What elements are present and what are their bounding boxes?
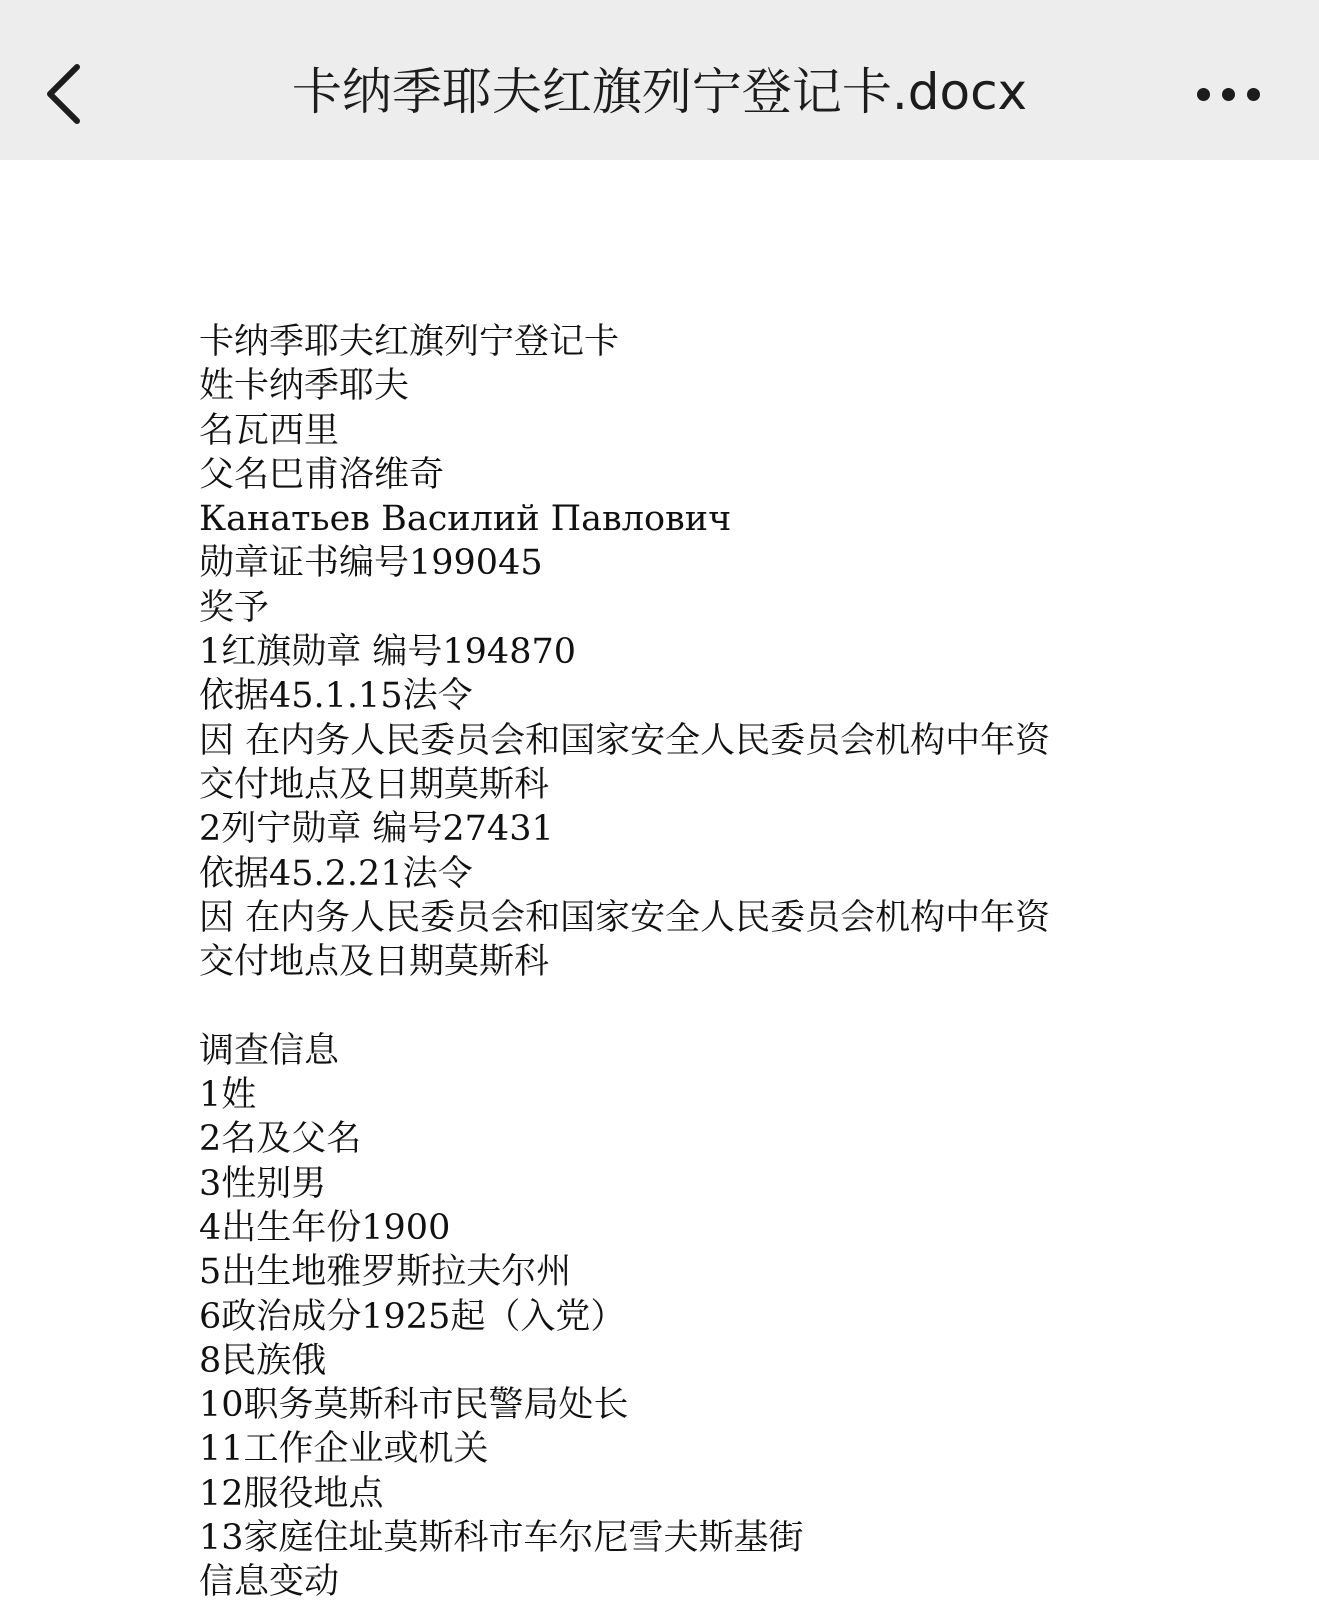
document-line: 13家庭住址莫斯科市车尔尼雪夫斯基街: [199, 1518, 804, 1559]
blank-line: [199, 984, 1199, 1028]
document-line: 勋章证书编号199045: [199, 543, 543, 584]
document-line: 卡纳季耶夫红旗列宁登记卡: [199, 322, 620, 362]
document-line: 调查信息: [199, 1030, 340, 1071]
more-options-button[interactable]: [1195, 70, 1275, 120]
document-line: 12服役地点: [199, 1473, 384, 1514]
more-horizontal-icon: [1222, 88, 1235, 101]
document-line: 2名及父名: [199, 1119, 362, 1160]
document-line: 名瓦西里: [199, 410, 340, 451]
document-line: 奖予: [199, 587, 270, 628]
document-line: 因 在内务人民委员会和国家安全人民委员会机构中年资: [199, 897, 1051, 938]
document-line: 信息变动: [199, 1562, 340, 1603]
document-viewer[interactable]: [0, 160, 1319, 1608]
document-line: 2列宁勋章 编号27431: [199, 809, 554, 850]
document-line: 1姓: [199, 1075, 257, 1116]
document-line: 5出生地雅罗斯拉夫尔州: [199, 1252, 572, 1293]
document-line: 依据45.1.15法令: [199, 676, 473, 717]
back-button[interactable]: [30, 50, 100, 140]
document-line: 3性别男: [199, 1163, 327, 1204]
document-line: 姓卡纳季耶夫: [199, 366, 410, 407]
document-title: 卡纳季耶夫红旗列宁登记卡.docx: [291, 63, 1028, 121]
document-line: 8民族俄: [199, 1340, 327, 1381]
document-line: 因 在内务人民委员会和国家安全人民委员会机构中年资: [199, 720, 1051, 761]
document-line: 父名巴甫洛维奇: [199, 454, 445, 495]
more-horizontal-icon: [1247, 88, 1260, 101]
document-line: 4出生年份1900: [199, 1207, 451, 1248]
document-line: Канатьев Василий Павлович: [199, 499, 732, 540]
document-line: 1红旗勋章 编号194870: [199, 632, 577, 673]
top-navigation-bar: [0, 0, 1319, 160]
document-line: 交付地点及日期莫斯科: [199, 764, 550, 805]
more-horizontal-icon: [1197, 88, 1210, 101]
document-body: [199, 320, 1199, 1605]
document-line: 11工作企业或机关: [199, 1429, 489, 1470]
document-line: 10职务莫斯科市民警局处长: [199, 1385, 629, 1426]
chevron-left-icon: [30, 50, 100, 140]
document-line: 交付地点及日期莫斯科: [199, 942, 550, 983]
document-line: 6政治成分1925起（入党）: [199, 1296, 626, 1337]
document-line: 依据45.2.21法令: [199, 853, 473, 894]
